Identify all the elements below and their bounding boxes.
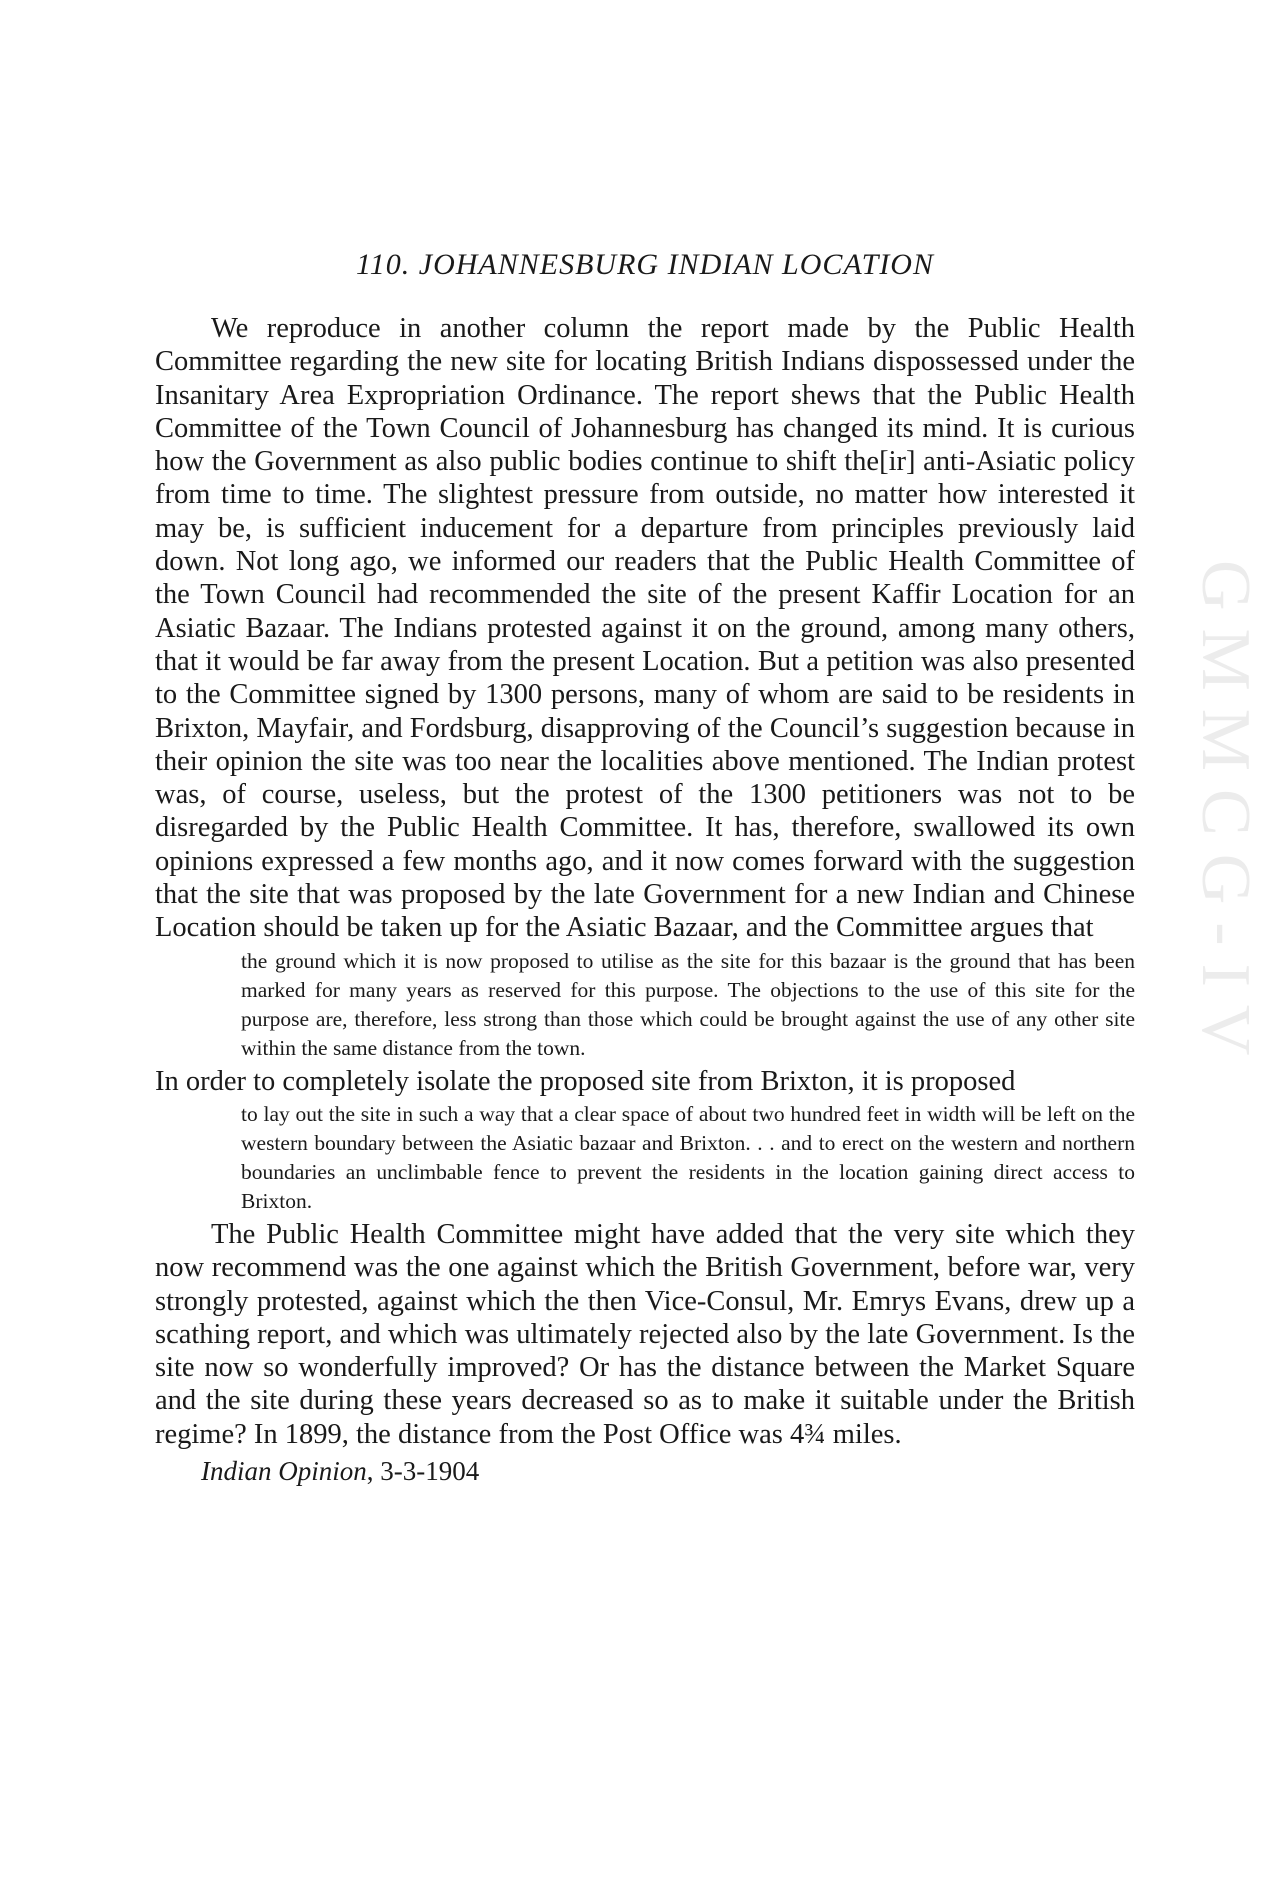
block-quote-1: the ground which it is now proposed to utilise as the site for this bazaar is the ground that has been marked for many years as reserved for this purpose. The objections to the use of this site for the purpose are, therefore, less strong than those which could be brought against the use of any other site within the same distance from the town. xyxy=(241,948,1135,1060)
source-date: , 3-3-1904 xyxy=(366,1456,480,1487)
paragraph-1: We reproduce in another column the report made by the Public Health Committee regarding the new site for locating British Indians dispossessed under the Insanitary Area Expropriation Ordinance. The report shews that the Public Health Committee of the Town Council of Johannesburg has changed its mind. It is curious how the Government as also public bodies continue to shift the[ir] anti-Asiatic policy from time to time. The slightest pressure from outside, no matter how interested it may be, is sufficient inducement for a departure from principles previously laid down. Not long ago, we informed our readers that the Public Health Committee of the Town Council had recommended the site of the present Kaffir Location for an Asiatic Bazaar. The Indians protested against it on the ground, among many others, that it would be far away from the present Location. But a petition was also presented to the Committee signed by 1300 persons, many of whom are said to be residents in Brixton, Mayfair, and Fordsburg, disapproving of the Council’s suggestion because in their opinion the site was too near the localities above mentioned. The Indian protest was, of course, useless, but the protest of the 1300 petitioners was not to be disregarded by the Public Health Committee. It has, therefore, swallowed its own opinions expressed a few months ago, and it now comes forward with the suggestion that the site that was proposed by the late Government for a new Indian and Chinese Location should be taken up for the Asiatic Bazaar, and the Committee argues that xyxy=(155,313,1135,944)
page-title: 110. JOHANNESBURG INDIAN LOCATION xyxy=(356,248,934,281)
source-paper: Indian Opinion xyxy=(201,1456,367,1487)
block-quote-2: to lay out the site in such a way that a clear space of about two hundred feet in width will be left on the western boundary between the Asiatic bazaar and Brixton. . . and to erect on the western and northern boundaries an unclimbable fence to prevent the residents in the location gaining direct access to Brixton. xyxy=(241,1101,1135,1213)
source-citation xyxy=(201,1455,1135,1488)
paragraph-2: The Public Health Committee might have added that the very site which they now recommend was the one against which the British Government, before war, very strongly protested, against which the then Vice-Consul, Mr. Emrys Evans, drew up a scathing report, and which was ultimately rejected also by the late Government. Is the site now so wonderfully improved? Or has the distance between the Market Square and the site during these years decreased so as to make it suitable under the British regime? In 1899, the distance from the Post Office was 4¾ miles. xyxy=(155,1218,1135,1450)
document-page xyxy=(155,248,1135,1488)
connector-line: In order to completely isolate the proposed site from Brixton, it is proposed xyxy=(155,1065,1016,1097)
watermark: GMMCG-IV xyxy=(1187,560,1264,1074)
